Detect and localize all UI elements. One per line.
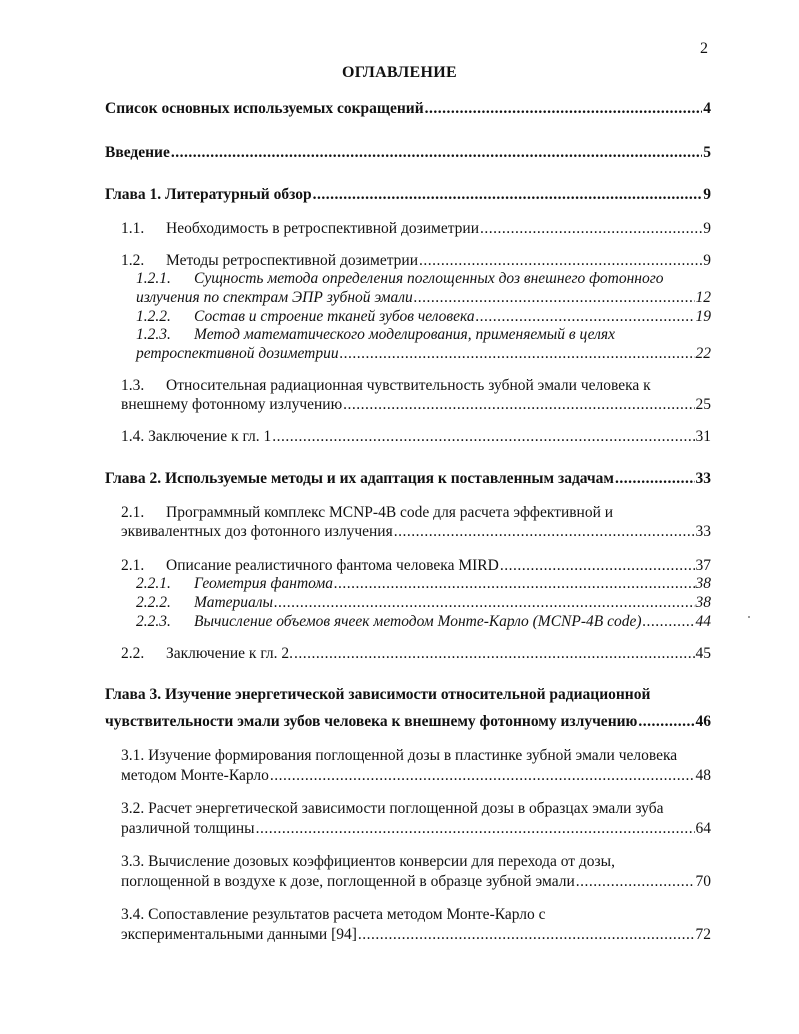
toc-entry-3-3-line1[interactable]: 3.3. Вычисление дозовых коэффициентов конверсии для перехода от дозы, <box>121 853 615 870</box>
toc-entry-2-2[interactable]: 2.2. Заключение к гл. 2. ..... 45 <box>121 645 711 663</box>
toc-entry-3-2-line2[interactable]: различной толщины ..... 64 <box>121 820 711 838</box>
toc-entry-abbreviations[interactable]: Список основных используемых сокращений ..... 4 <box>105 100 711 118</box>
toc-entry-3-2-line1[interactable]: 3.2. Расчет энергетической зависимости поглощенной дозы в образцах эмали зуба <box>121 800 664 817</box>
toc-entry-1-1[interactable]: 1.1. Необходимость в ретроспективной дозиметрии ..... 9 <box>121 220 711 238</box>
toc-entry-1-2[interactable]: 1.2. Методы ретроспективной дозиметрии ..... 9 <box>121 252 711 270</box>
page-number: 2 <box>700 40 708 57</box>
toc-entry-2-2-1[interactable]: 2.2.1. Геометрия фантома ..... 38 <box>136 575 711 593</box>
toc-entry-1-2-1-line1[interactable]: 1.2.1. Сущность метода определения поглощенных доз внешнего фотонного <box>136 270 664 287</box>
toc-entry-chapter-3-line2[interactable]: чувствительности эмали зубов человека к внешнему фотонному излучению ..... 46 <box>105 713 711 731</box>
toc-entry-chapter-3-line1[interactable]: Глава 3. Изучение энергетической зависимости относительной радиационной <box>105 686 651 703</box>
toc-entry-1-2-3-line2[interactable]: ретроспективной дозиметрии ..... 22 <box>136 345 711 363</box>
toc-entry-2-1a-line2[interactable]: эквивалентных доз фотонного излучения ..... 33 <box>121 523 711 541</box>
toc-entry-1-2-2[interactable]: 1.2.2. Состав и строение тканей зубов человека ..... 19 <box>136 308 711 326</box>
toc-entry-1-4[interactable]: 1.4. Заключение к гл. 1 ..... 31 <box>121 428 711 446</box>
toc-entry-2-1b[interactable]: 2.1. Описание реалистичного фантома человека MIRD ..... 37 <box>121 557 711 575</box>
toc-entry-1-3-line2[interactable]: внешнему фотонному излучению ..... 25 <box>121 396 711 414</box>
toc-entry-chapter-1[interactable]: Глава 1. Литературный обзор ..... 9 <box>105 186 711 204</box>
toc-entry-1-2-3-line1[interactable]: 1.2.3. Метод математического моделирования, применяемый в целях <box>136 326 616 343</box>
toc-entry-2-2-2[interactable]: 2.2.2. Материалы ..... 38 <box>136 594 711 612</box>
page-title: ОГЛАВЛЕНИЕ <box>342 64 457 81</box>
toc-entry-introduction[interactable]: Введение ..... 5 <box>105 144 711 162</box>
scan-speck <box>748 616 750 618</box>
toc-entry-2-1a-line1[interactable]: 2.1. Программный комплекс MCNP-4B code для расчета эффективной и <box>121 504 614 521</box>
toc-entry-3-4-line1[interactable]: 3.4. Сопоставление результатов расчета методом Монте-Карло с <box>121 906 546 923</box>
toc-entry-chapter-2[interactable]: Глава 2. Используемые методы и их адаптация к поставленным задачам ..... 33 <box>105 470 711 488</box>
toc-entry-2-2-3[interactable]: 2.2.3. Вычисление объемов ячеек методом Монте-Карло (MCNP-4B code) ..... 44 <box>136 613 711 631</box>
toc-entry-3-4-line2[interactable]: экспериментальными данными [94] ..... 72 <box>121 926 711 944</box>
toc-entry-3-1-line2[interactable]: методом Монте-Карло ..... 48 <box>121 767 711 785</box>
toc-entry-3-1-line1[interactable]: 3.1. Изучение формирования поглощенной дозы в пластинке зубной эмали человека <box>121 747 678 764</box>
toc-entry-1-2-1-line2[interactable]: излучения по спектрам ЭПР зубной эмали ..... 12 <box>136 289 711 307</box>
toc-entry-3-3-line2[interactable]: поглощенной в воздухе к дозе, поглощенной в образце зубной эмали ..... 70 <box>121 873 711 891</box>
toc-entry-1-3-line1[interactable]: 1.3. Относительная радиационная чувствительность зубной эмали человека к <box>121 377 651 394</box>
